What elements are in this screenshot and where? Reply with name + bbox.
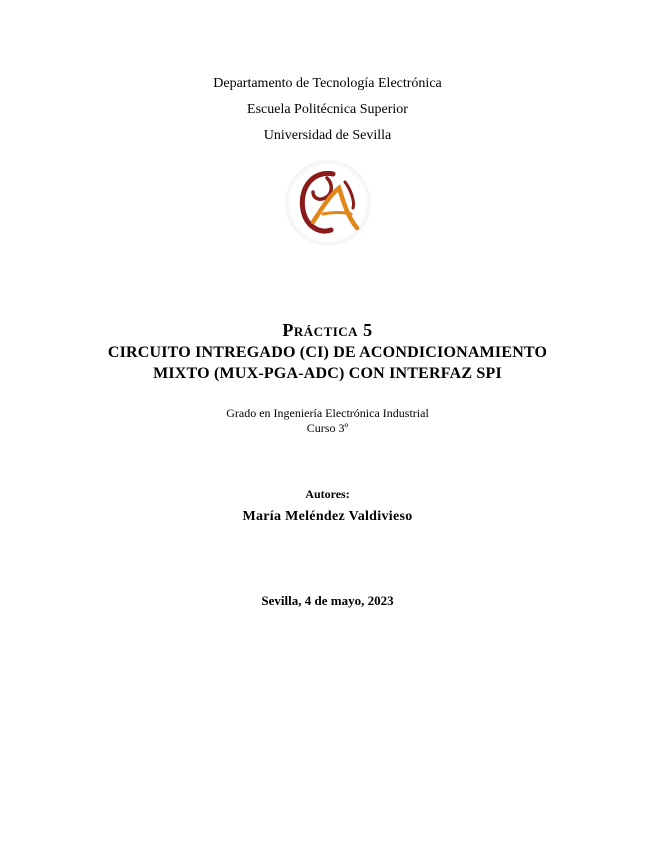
- practice-title: [0, 320, 655, 341]
- practice-number: Práctica 5: [282, 320, 373, 340]
- school-name: Escuela Politécnica Superior: [247, 102, 408, 117]
- course-year: Curso 3º: [306, 421, 349, 435]
- dte-logo-icon: [283, 158, 373, 248]
- department-name: Departamento de Tecnología Electrónica: [213, 76, 442, 91]
- practice-subtitle-line-2: MIXTO (MUX-PGA-ADC) CON INTERFAZ SPI: [153, 365, 502, 382]
- author-name: María Meléndez Valdivieso: [242, 509, 413, 524]
- document-date: Sevilla, 4 de mayo, 2023: [261, 593, 394, 608]
- authors-label: Autores:: [305, 487, 350, 501]
- university-name: Universidad de Sevilla: [263, 128, 392, 143]
- practice-subtitle-line-1: CIRCUITO INTREGADO (CI) DE ACONDICIONAMIENTO: [107, 344, 548, 361]
- degree-name: Grado en Ingeniería Electrónica Industrial: [226, 406, 429, 420]
